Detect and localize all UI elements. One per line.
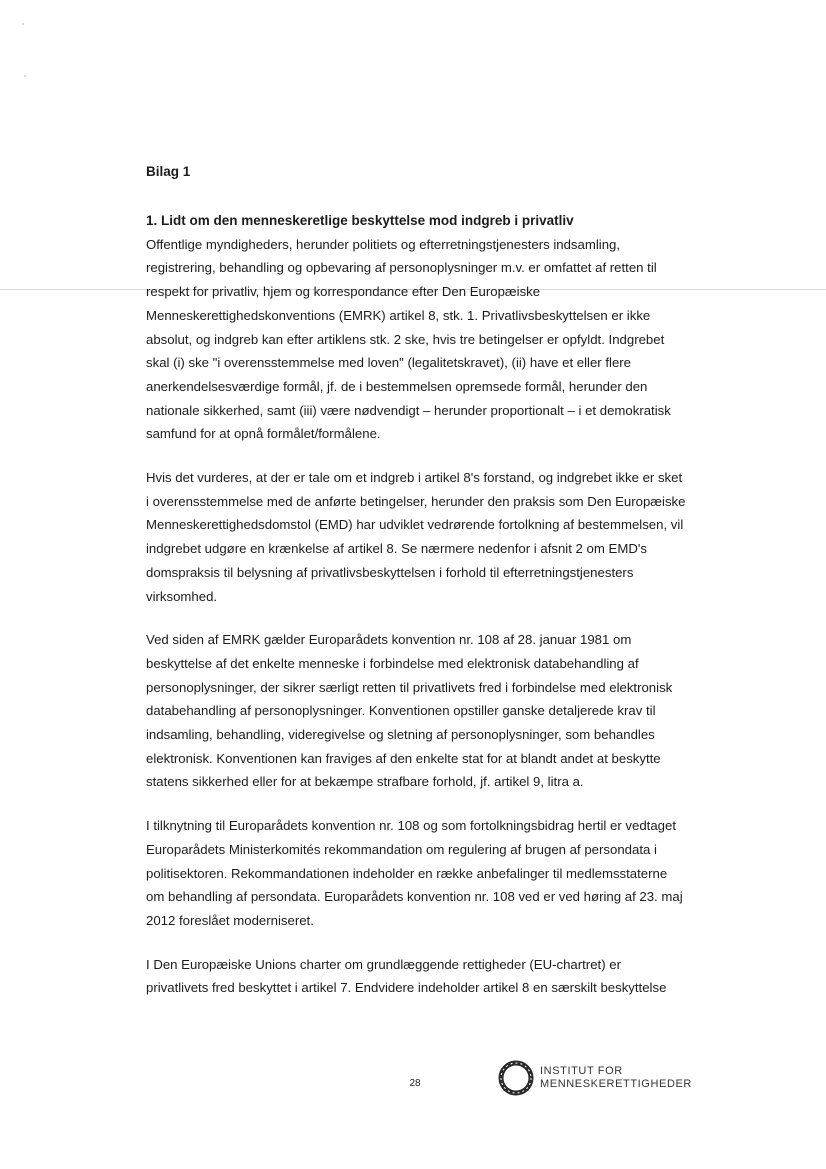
logo-line-2: MENNESKERETTIGHEDER bbox=[540, 1078, 692, 1090]
annex-label: Bilag 1 bbox=[146, 164, 191, 179]
logo-wordmark bbox=[540, 1065, 692, 1091]
body-paragraph: Ved siden af EMRK gælder Europarådets konvention nr. 108 af 28. januar 1981 om beskyttelse af det enkelte menneske i forbindelse med elektronisk databehandling af personoplysninger, der sikrer særligt retten til privatlivets fred i forbindelse med elektronisk databehandling af personoplysninger. Konventionen opstiller ganske detaljerede krav til indsamling, behandling, videregivelse og sletning af personoplysninger, som behandles elektronisk. Konventionen kan fraviges af den enkelte stat for at blandt andet at beskytte statens sikkerhed eller for at bekæmpe strafbare forhold, jf. artikel 9, litra a. bbox=[146, 632, 673, 790]
body-paragraph: I tilknytning til Europarådets konvention nr. 108 og som fortolkningsbidrag hertil er vedtaget Europarådets Ministerkomités rekommandation om regulering af brugen af persondata i politisektoren. Rekommandationen indeholder en række anbefalinger til medlemsstaterne om behandling af persondata. Europarådets konvention nr. 108 ved er ved høring af 23. maj 2012 foreslået moderniseret. bbox=[146, 818, 683, 928]
body-paragraph: I Den Europæiske Unions charter om grundlæggende rettigheder (EU-chartret) er privatlivets fred beskyttet i artikel 7. Endvidere indeholder artikel 8 en særskilt beskyttelse bbox=[146, 956, 667, 996]
institute-logo bbox=[498, 1060, 698, 1096]
scan-speck bbox=[22, 23, 24, 25]
page-number: 28 bbox=[409, 1078, 421, 1089]
body-paragraph: Hvis det vurderes, at der er tale om et indgreb i artikel 8's forstand, og indgrebet ikke er sket i overensstemmelse med de anførte betingelser, herunder den praksis som Den Europæiske Menneskerettighedsdomstol (EMD) har udviklet vedrørende fortolkning af bestemmelsen, vil indgrebet udgøre en krænkelse af artikel 8. Se nærmere nedenfor i afsnit 2 om EMD's domspraksis til belysning af privatlivsbeskyttelsen i forhold til efterretningstjenesters virksomhed. bbox=[146, 470, 686, 604]
scan-speck bbox=[24, 75, 26, 77]
institute-emblem-icon bbox=[498, 1060, 534, 1096]
section-heading: 1. Lidt om den menneskeretlige beskyttelse mod indgreb i privatliv bbox=[146, 213, 574, 228]
logo-line-1: INSTITUT FOR bbox=[540, 1065, 623, 1077]
body-paragraph: Offentlige myndigheders, herunder politiets og efterretningstjenesters indsamling, registrering, behandling og opbevaring af personoplysninger m.v. er omfattet af retten til respekt for privatliv, hjem og korrespondance efter Den Europæiske Menneskerettighedskonventions (EMRK) artikel 8, stk. 1. Privatlivsbeskyttelsen er ikke absolut, og indgreb kan efter artiklens stk. 2 ske, hvis tre betingelser er opfyldt. Indgrebet skal (i) ske "i overensstemmelse med loven" (legalitetskravet), (ii) have et eller flere anerkendelsesværdige formål, jf. de i bestemmelsen opremsede formål, herunder den nationale sikkerhed, samt (iii) være nødvendigt – herunder proportionalt – i et demokratisk samfund for at opnå formålet/formålene. bbox=[146, 236, 671, 442]
document-body bbox=[146, 160, 686, 1020]
